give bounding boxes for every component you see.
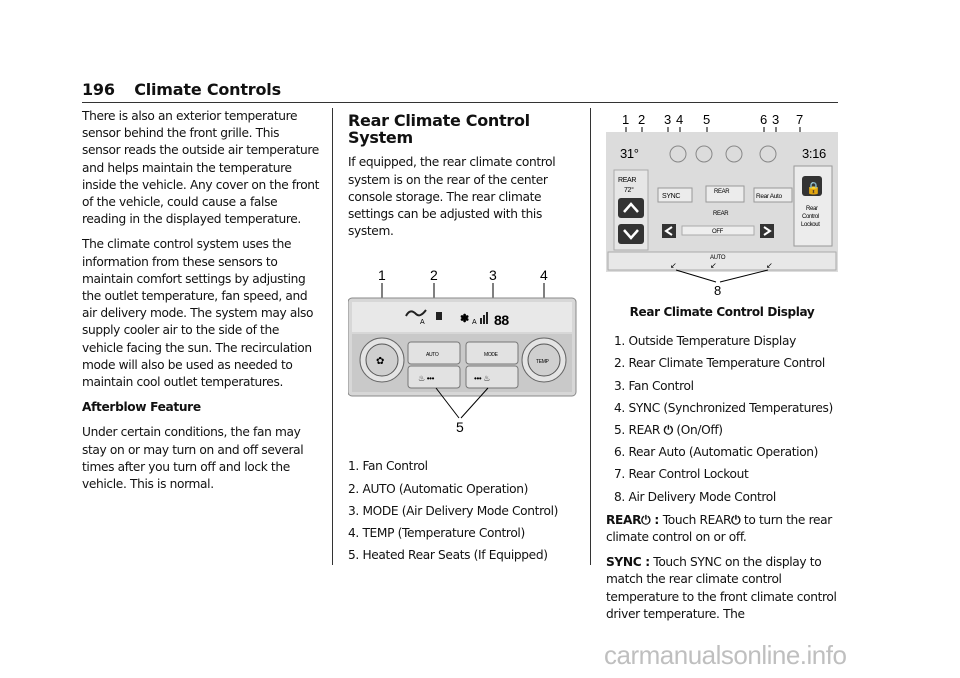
svg-text:A: A xyxy=(472,319,477,327)
callout-1: 1 xyxy=(378,268,386,284)
legend-item-suffix: (On/Off) xyxy=(676,423,723,438)
rear-console-figure xyxy=(348,268,578,436)
temp-readout: 88 xyxy=(494,312,509,329)
legend-item: 8. Air Delivery Mode Control xyxy=(614,489,776,504)
rear-desc-b: to turn the rear climate control on or off. xyxy=(606,512,832,545)
legend-item: 1. Outside Temperature Display xyxy=(614,334,796,349)
callout-3b: 3 xyxy=(772,112,779,127)
rear-temp-value: 72° xyxy=(624,187,634,194)
lockout-line-2: Control xyxy=(802,214,819,220)
callout-2: 2 xyxy=(638,112,645,127)
rear-auto-label: Rear Auto xyxy=(756,193,782,200)
page-header xyxy=(82,80,295,99)
callout-1: 1 xyxy=(622,112,629,127)
callout-4: 4 xyxy=(540,268,548,284)
fan-off-label: OFF xyxy=(712,229,723,235)
sync-description xyxy=(606,554,838,623)
rear-desc-a: Touch REAR xyxy=(662,512,732,527)
svg-text:♨ •••: ♨ ••• xyxy=(418,374,435,384)
legend-item: 2. Rear Climate Temperature Control xyxy=(614,356,825,371)
auto-button-label: AUTO xyxy=(426,352,439,359)
rear-description: REAR⏻ : Touch REAR⏻ to turn the rear climate control on or off. xyxy=(606,512,832,545)
legend-item: 2. AUTO (Automatic Operation) xyxy=(348,481,529,496)
console-legend xyxy=(348,458,578,564)
column-divider-1 xyxy=(332,108,333,565)
rear-console-illustration xyxy=(348,268,578,436)
paragraph-system: The climate control system uses the information from these sensors to maintain comfort settings by adjusting the outlet temperature, fan speed, and air delivery mode. The system may also supply cooler air to the side of the vehicle facing the sun. The recirculation mode will also be used as needed to maintain cool outlet temperatures. xyxy=(82,237,314,390)
afterblow-heading: Afterblow Feature xyxy=(82,400,201,415)
intro-paragraph: If equipped, the rear climate control system is on the rear of the center console storage. The rear climate settings can be adjusted with this system. xyxy=(348,155,556,239)
svg-text:🔒: 🔒 xyxy=(806,181,821,195)
legend-item: 5. Heated Rear Seats (If Equipped) xyxy=(348,548,548,563)
page-number: 196 xyxy=(82,80,115,99)
rear-temp-label: REAR xyxy=(618,177,637,184)
legend-item-text: 5. REAR xyxy=(614,423,661,438)
sync-desc: Touch SYNC on the display to match the rear climate control temperature to the front climate control driver temperature. The xyxy=(606,555,837,621)
figure-caption: Rear Climate Control Display xyxy=(629,305,815,319)
column-divider-2 xyxy=(590,108,591,565)
watermark: carmanualsonline.info xyxy=(604,640,847,670)
legend-item: 3. Fan Control xyxy=(614,378,694,393)
svg-text:↙: ↙ xyxy=(670,261,677,270)
rear-power-label: REAR xyxy=(714,189,730,195)
legend-item: 4. SYNC (Synchronized Temperatures) xyxy=(614,400,833,415)
paragraph-afterblow: Under certain conditions, the fan may stay on or may turn on and off several times after you turn off and lock the vehicle. This is normal. xyxy=(82,425,304,492)
lockout-line-1: Rear xyxy=(806,206,818,212)
section-title: Climate Controls xyxy=(134,80,281,99)
column-3 xyxy=(606,112,838,631)
callout-3: 3 xyxy=(664,112,671,127)
rear-display-illustration xyxy=(606,112,838,300)
display-legend xyxy=(606,333,838,506)
callout-5: 5 xyxy=(703,112,710,127)
outside-temp: 31° xyxy=(620,146,639,161)
svg-text:A: A xyxy=(420,319,425,327)
svg-text:✽: ✽ xyxy=(460,313,469,326)
rear-display-figure xyxy=(606,112,838,300)
lockout-line-3: Lockout xyxy=(801,222,820,228)
rear-term: REAR xyxy=(606,512,642,527)
callout-8: 8 xyxy=(714,283,721,298)
callout-7: 7 xyxy=(796,112,803,127)
section-heading: Rear Climate Control System xyxy=(348,111,530,148)
legend-item: 7. Rear Control Lockout xyxy=(614,467,749,482)
power-icon: ⏻ xyxy=(641,512,651,527)
mode-button-label: MODE xyxy=(484,352,498,359)
callout-6: 6 xyxy=(760,112,767,127)
legend-item-rear xyxy=(614,422,838,439)
legend-item: 3. MODE (Air Delivery Mode Control) xyxy=(348,503,559,518)
rear-fan-label: REAR xyxy=(713,211,729,217)
clock: 3:16 xyxy=(802,146,826,161)
legend-item: 6. Rear Auto (Automatic Operation) xyxy=(614,445,819,460)
paragraph-sensor: There is also an exterior temperature sensor behind the front grille. This sensor reads the outside air temperature and helps maintain the temperature inside the vehicle. Any cover on the front of the vehicle, could cause a false reading in the displayed temperature. xyxy=(82,109,320,227)
callout-3: 3 xyxy=(489,268,497,284)
column-2 xyxy=(348,112,578,569)
callout-4: 4 xyxy=(676,112,683,127)
auto-bar-label: AUTO xyxy=(710,255,726,261)
header-rule xyxy=(82,102,838,103)
svg-text:✿: ✿ xyxy=(376,356,385,368)
svg-text:••• ♨: ••• ♨ xyxy=(474,374,491,384)
svg-text:↙: ↙ xyxy=(710,261,717,270)
power-icon: ⏻ xyxy=(663,423,673,438)
callout-2: 2 xyxy=(430,268,438,284)
legend-item: 1. Fan Control xyxy=(348,459,428,474)
sync-label: SYNC xyxy=(662,193,681,200)
sync-term: SYNC : xyxy=(606,555,650,570)
callout-5: 5 xyxy=(456,419,464,436)
power-icon: ⏻ xyxy=(731,512,741,527)
column-1 xyxy=(82,108,320,501)
legend-item: 4. TEMP (Temperature Control) xyxy=(348,526,525,541)
svg-text:TEMP: TEMP xyxy=(536,359,549,366)
svg-text:↙: ↙ xyxy=(766,261,773,270)
